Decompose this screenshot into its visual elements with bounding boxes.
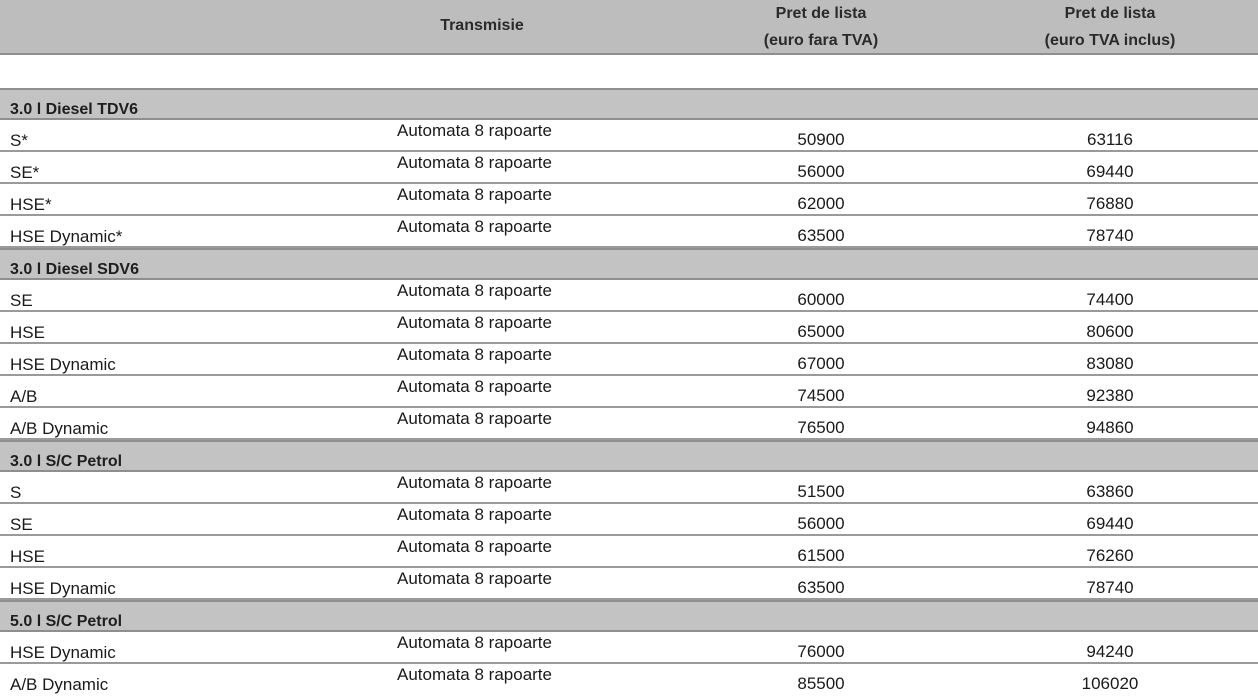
- price-net-cell: 63500: [797, 578, 845, 597]
- price-gross-cell: 78740: [1086, 578, 1134, 597]
- price-net-cell: 60000: [797, 290, 845, 309]
- price-net-cell: 56000: [797, 162, 845, 181]
- transmission-cell: Automata 8 rapoarte: [397, 409, 552, 428]
- transmission-cell: Automata 8 rapoarte: [397, 345, 552, 364]
- transmission-cell: Automata 8 rapoarte: [397, 537, 552, 556]
- price-gross-cell: 69440: [1086, 514, 1134, 533]
- table-row: [0, 664, 1258, 696]
- transmission-cell: Automata 8 rapoarte: [397, 185, 552, 204]
- price-gross-cell: 74400: [1086, 290, 1134, 309]
- transmission-cell: Automata 8 rapoarte: [397, 633, 552, 652]
- transmission-cell: Automata 8 rapoarte: [397, 153, 552, 172]
- header-price-net: [711, 0, 931, 54]
- table-row: [0, 568, 1258, 600]
- table-row: [0, 536, 1258, 568]
- header-price-net-line1: Pret de lista: [775, 5, 867, 22]
- table-row: [0, 408, 1258, 440]
- table-row: [0, 312, 1258, 344]
- section-header: [0, 248, 1258, 280]
- price-gross-cell: 63860: [1086, 482, 1134, 501]
- price-gross-cell: 80600: [1086, 322, 1134, 341]
- model-cell: HSE*: [10, 195, 52, 214]
- price-gross-cell: 94240: [1086, 642, 1134, 661]
- table-row: [0, 376, 1258, 408]
- header-price-net-line2: (euro fara TVA): [763, 32, 879, 49]
- price-net-cell: 76000: [797, 642, 845, 661]
- price-net-cell: 74500: [797, 386, 845, 405]
- table-row: [0, 280, 1258, 312]
- table-row: [0, 216, 1258, 248]
- transmission-cell: Automata 8 rapoarte: [397, 665, 552, 684]
- table-row: [0, 120, 1258, 152]
- model-cell: HSE: [10, 323, 45, 342]
- transmission-cell: Automata 8 rapoarte: [397, 313, 552, 332]
- transmission-cell: Automata 8 rapoarte: [397, 569, 552, 588]
- transmission-cell: Automata 8 rapoarte: [397, 121, 552, 140]
- table-row: [0, 184, 1258, 216]
- price-gross-cell: 106020: [1081, 674, 1139, 693]
- price-gross-cell: 76260: [1086, 546, 1134, 565]
- section-title: 5.0 l S/C Petrol: [10, 613, 123, 630]
- section-header: [0, 88, 1258, 120]
- model-cell: SE: [10, 515, 33, 534]
- price-net-cell: 65000: [797, 322, 845, 341]
- price-gross-cell: 69440: [1086, 162, 1134, 181]
- model-cell: S: [10, 483, 22, 502]
- table-header: [0, 0, 1258, 55]
- section-header: [0, 440, 1258, 472]
- price-net-cell: 61500: [797, 546, 845, 565]
- transmission-cell: Automata 8 rapoarte: [397, 473, 552, 492]
- table-row: [0, 632, 1258, 664]
- section-title: 3.0 l Diesel TDV6: [10, 101, 139, 118]
- model-cell: HSE Dynamic: [10, 355, 116, 374]
- transmission-cell: Automata 8 rapoarte: [397, 505, 552, 524]
- header-price-gross-line1: Pret de lista: [1064, 5, 1156, 22]
- model-cell: HSE Dynamic: [10, 643, 116, 662]
- price-net-cell: 67000: [797, 354, 845, 373]
- price-net-cell: 63500: [797, 226, 845, 245]
- price-net-cell: 85500: [797, 674, 845, 693]
- model-cell: S*: [10, 131, 28, 150]
- table-row: [0, 344, 1258, 376]
- table-row: [0, 152, 1258, 184]
- header-price-gross-line2: (euro TVA inclus): [1044, 32, 1176, 49]
- section-header: [0, 600, 1258, 632]
- price-gross-cell: 63116: [1086, 130, 1133, 149]
- price-net-cell: 51500: [797, 482, 845, 501]
- price-net-cell: 76500: [797, 418, 845, 437]
- model-cell: A/B Dynamic: [10, 419, 109, 438]
- section-title: 3.0 l Diesel SDV6: [10, 261, 139, 278]
- price-gross-cell: 76880: [1086, 194, 1134, 213]
- section-title: 3.0 l S/C Petrol: [10, 453, 123, 470]
- model-cell: HSE Dynamic*: [10, 227, 123, 246]
- price-gross-cell: 78740: [1086, 226, 1134, 245]
- model-cell: SE*: [10, 163, 40, 182]
- price-gross-cell: 94860: [1086, 418, 1134, 437]
- price-net-cell: 62000: [797, 194, 845, 213]
- transmission-cell: Automata 8 rapoarte: [397, 281, 552, 300]
- model-cell: A/B: [10, 387, 38, 406]
- header-price-gross: [1000, 0, 1220, 54]
- table-row: [0, 504, 1258, 536]
- transmission-cell: Automata 8 rapoarte: [397, 377, 552, 396]
- price-net-cell: 50900: [797, 130, 845, 149]
- table-body: [0, 88, 1258, 696]
- model-cell: HSE: [10, 547, 45, 566]
- header-transmission: Transmisie: [440, 17, 524, 34]
- header-spacer: [0, 55, 1258, 88]
- price-gross-cell: 92380: [1086, 386, 1134, 405]
- model-cell: A/B Dynamic: [10, 675, 109, 694]
- model-cell: SE: [10, 291, 33, 310]
- table-row: [0, 472, 1258, 504]
- model-cell: HSE Dynamic: [10, 579, 116, 598]
- price-gross-cell: 83080: [1086, 354, 1134, 373]
- price-net-cell: 56000: [797, 514, 845, 533]
- transmission-cell: Automata 8 rapoarte: [397, 217, 552, 236]
